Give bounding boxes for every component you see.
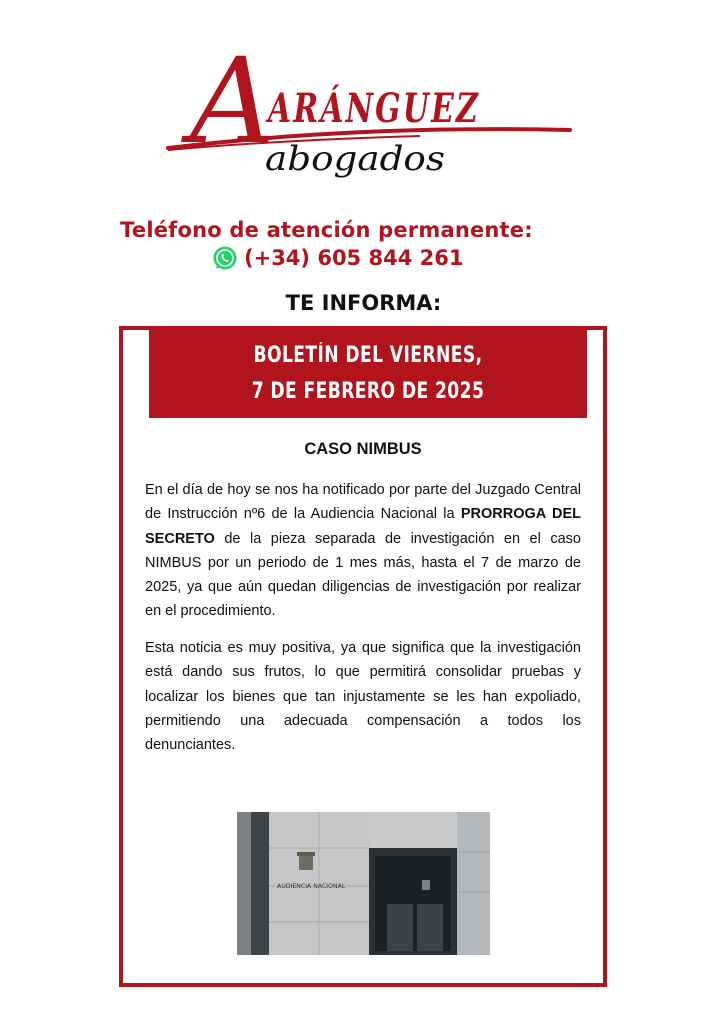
phone-number[interactable]: (+34) 605 844 261 xyxy=(244,246,464,270)
phone-line[interactable] xyxy=(212,245,463,271)
case-title: CASO NIMBUS xyxy=(304,440,422,458)
bulletin-date-line1: BOLETÍN DEL VIERNES, xyxy=(253,343,483,368)
aranguez-logo xyxy=(160,30,580,200)
article-paragraph-1 xyxy=(145,478,581,624)
p1-text-start: En el día de hoy se nos ha notificado por parte del Juzgado Central de Instrucción nº6 de la Audiencia Nacional la xyxy=(145,482,581,523)
logo-initial: A xyxy=(190,32,276,170)
logo-subtitle: abogados xyxy=(265,139,445,179)
p1-bold-text: PRORROGA DEL SECRETO xyxy=(145,506,582,547)
audiencia-nacional-photo xyxy=(237,812,490,955)
phone-title: Teléfono de atención permanente: xyxy=(120,218,533,242)
coat-of-arms-icon xyxy=(297,852,315,870)
whatsapp-icon xyxy=(212,245,238,271)
building-sign: AUDIENCIA NACIONAL xyxy=(277,883,346,890)
article-paragraph-2: Esta noticia es muy positiva, ya que significa que la investigación está dando sus frutos, lo que permitirá consolidar pruebas y localizar los bienes que tan injustamente se les han expoliado, permitiendo una adecuada compensación a todos los denunciantes. xyxy=(145,640,581,754)
te-informa-heading: TE INFORMA: xyxy=(285,291,442,315)
bulletin-date-line2: 7 DE FEBRERO DE 2025 xyxy=(251,379,485,404)
p1-text-end: de la pieza separada de investigación en el caso NIMBUS por un periodo de 1 mes más, hasta el 7 de marzo de 2025, ya que aún quedan diligencias de investigación por realizar en el procedimiento. xyxy=(145,530,581,620)
logo-name: ARÁNGUEZ xyxy=(265,85,480,132)
bulletin-banner xyxy=(149,330,587,418)
